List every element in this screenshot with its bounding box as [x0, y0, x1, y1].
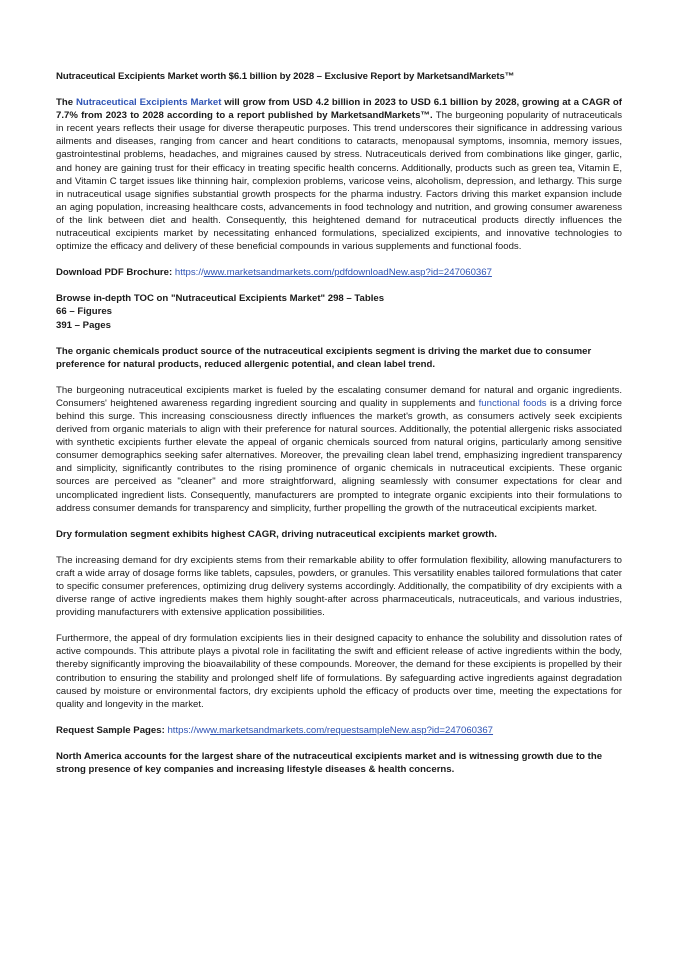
- section1-body-a: The burgeoning nutraceutical excipients market is fueled by the escalating consumer demand for natural and organic ingredients. Consumers' heightened awareness regarding ingredient sourcing and quality in supplements and: [56, 384, 622, 409]
- sample-url-prefix[interactable]: https://ww: [164, 724, 211, 736]
- brochure-label: Download PDF Brochure:: [56, 267, 173, 279]
- document-title: Nutraceutical Excipients Market worth $6.1 billion by 2028 – Exclusive Report by MarketsandMarkets™: [56, 71, 515, 82]
- section1-paragraph: [56, 384, 622, 515]
- intro-lead: The: [56, 97, 76, 109]
- section1-heading: The organic chemicals product source of the nutraceutical excipients segment is driving the market due to consumer preference for natural products, reduced allergenic potential, and clean label trend.: [56, 345, 592, 370]
- document-page: [56, 70, 622, 776]
- sample-url[interactable]: w.marketsandmarkets.com/requestsampleNew.asp?id=247060367: [210, 724, 494, 736]
- toc-line-2: 66 – Figures: [56, 306, 112, 318]
- functional-foods-link[interactable]: functional foods: [478, 397, 547, 409]
- section2-paragraph-2: Furthermore, the appeal of dry formulation excipients lies in their designed capacity to enhance the solubility and dissolution rates of active compounds. This attribute plays a pivotal role in facilitating the swift and efficient release of active ingredients within the body, thereby significantly improving the bioavailability of these compounds. Moreover, the demand for these excipients is propelled by their contribution to ensuring the stability and prolonged shelf life of formulations. By safeguarding active ingredients against degradation caused by moisture or environmental factors, dry excipients uphold the efficacy of products over time, meeting the expectations for quality and longevity in the market.: [56, 633, 622, 710]
- toc-line-1: Browse in-depth TOC on "Nutraceutical Excipients Market" 298 – Tables: [56, 293, 385, 305]
- section2-heading: Dry formulation segment exhibits highest CAGR, driving nutraceutical excipients market growth.: [56, 528, 497, 540]
- section1-body-b: is a driving force behind this surge. This increasing consciousness directly influences the market's growth, as consumers actively seek excipients derived from organic materials to align with their preference for natural sources. Additionally, the potential allergenic risks associated with synthetic excipients further elevate the appeal of organic chemicals sourced from natural origins, particularly among sensitive consumer demographics seeking safer alternatives. Moreover, the prevailing clean label trend, emphasizing ingredient transparency and simplicity, significantly contributes to the rising prominence of organic chemicals in nutraceutical excipients. These organic sources are perceived as "cleaner" and more straightforward, aligning seamlessly with consumer expectations for clear and uncomplicated ingredient lists. Consequently, manufacturers are prompted to integrate organic excipients into their formulations to address consumer demands for transparency and simplicity, further propelling the growth of the nutraceutical excipients market.: [56, 397, 623, 514]
- sample-label: Request Sample Pages:: [56, 724, 165, 736]
- sample-link[interactable]: [165, 725, 493, 736]
- section3-heading: North America accounts for the largest share of the nutraceutical excipients market and is witnessing growth due to the strong presence of key companies and increasing lifestyle diseases & health concerns.: [56, 750, 603, 776]
- sample-line: [56, 724, 622, 737]
- brochure-link[interactable]: [172, 267, 492, 278]
- toc-line-3: 391 – Pages: [56, 319, 111, 331]
- section2-paragraph-1: The increasing demand for dry excipients stems from their remarkable ability to offer formulation flexibility, allowing manufacturers to craft a wide array of dosage forms like tablets, capsules, powders, or granules. This versatility enables tailored formulations that cater to specific consumer preferences, optimizing drug delivery systems accordingly. Additionally, the compatibility of dry excipients with a diverse range of active ingredients makes them highly sought-after across pharmaceuticals, nutraceuticals, and various industries, providing manufacturers with extensive application possibilities.: [56, 554, 622, 619]
- intro-bold: will grow from USD 4.2 billion in 2023 to USD 6.1 billion by 2028, growing at a CAGR of 7.7% from 2023 to 2028 according to a report published by MarketsandMarkets™.: [56, 97, 622, 122]
- brochure-line: [56, 266, 622, 279]
- brochure-url-prefix[interactable]: https://: [172, 267, 204, 279]
- brochure-url[interactable]: www.marketsandmarkets.com/pdfdownloadNew.asp?id=247060367: [203, 267, 492, 279]
- intro-body: The burgeoning popularity of nutraceuticals in recent years reflects their usage for diverse therapeutic purposes. This trend underscores their significance in addressing various ailments and diseases, ranging from cancer and heart conditions to cataracts, menopausal symptoms, insomnia, memory issues, gastrointestinal problems, headaches, and migraines caused by stress. Nutraceuticals derived from combinations like ginger, garlic, and honey are gaining trust for their efficacy in treating specific health concerns. Additionally, products such as green tea, Vitamin E, and Vitamin C target issues like thinning hair, complexion problems, varicose veins, alcoholism, depression, and lethargy. This surge in nutraceutical usage signifies substantial growth prospects for the pharma industry. Factors driving this market expansion include an aging population, increasing healthcare costs, advancements in food technology and nutrition, and growing consumer awareness of the link between diet and health. Consequently, this heightened demand for nutraceutical products directly influences the nutraceutical excipients market by necessitating enhanced formulations, specialized excipients, and innovative technologies to optimize the efficacy and delivery of these beneficial compounds in various supplements and functional foods.: [56, 110, 622, 253]
- market-link[interactable]: Nutraceutical Excipients Market: [75, 97, 222, 109]
- intro-paragraph: [56, 96, 622, 253]
